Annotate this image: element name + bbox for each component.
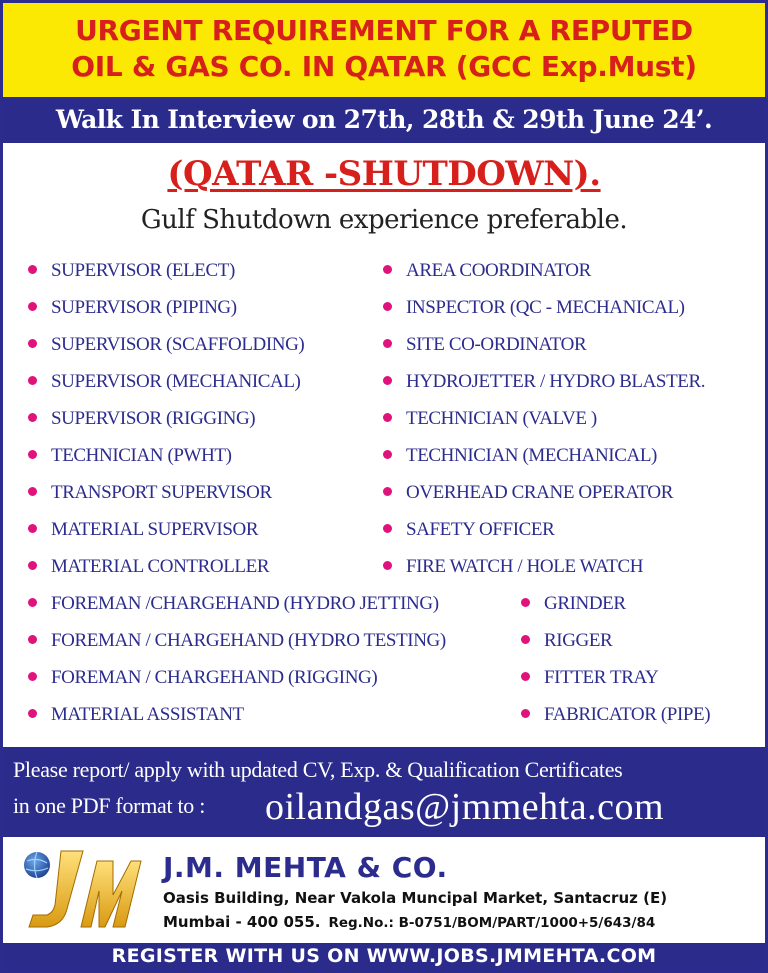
job-item: FABRICATOR (PIPE) (521, 702, 710, 728)
bullet-dot-icon (28, 265, 37, 274)
bullet-dot-icon (383, 487, 392, 496)
bullet-dot-icon (28, 413, 37, 422)
apply-banner (3, 747, 765, 837)
job-item: SUPERVISOR (ELECT) (28, 258, 235, 284)
job-item: FOREMAN /CHARGEHAND (HYDRO JETTING) (28, 591, 439, 617)
company-block (3, 837, 765, 943)
bullet-dot-icon (28, 524, 37, 533)
company-city: Mumbai - 400 055. (163, 913, 321, 931)
bullet-dot-icon (383, 561, 392, 570)
job-item: SAFETY OFFICER (383, 517, 554, 543)
bullet-dot-icon (521, 598, 530, 607)
bullet-dot-icon (28, 598, 37, 607)
job-item: TECHNICIAN (VALVE ) (383, 406, 597, 432)
bullet-dot-icon (28, 339, 37, 348)
job-item: TRANSPORT SUPERVISOR (28, 480, 272, 506)
bullet-dot-icon (521, 672, 530, 681)
bullet-dot-icon (28, 487, 37, 496)
apply-format: in one PDF format to : (13, 793, 206, 818)
walk-in-banner: Walk In Interview on 27th, 28th & 29th June 24’. (3, 97, 765, 143)
registration-number: Reg.No.: B-0751/BOM/PART/1000+5/643/84 (328, 915, 656, 931)
bullet-dot-icon (28, 709, 37, 718)
section-title-text: (QATAR -SHUTDOWN). (167, 154, 601, 194)
job-item: TECHNICIAN (MECHANICAL) (383, 443, 657, 469)
job-item: GRINDER (521, 591, 626, 617)
bullet-dot-icon (28, 302, 37, 311)
job-item: FITTER TRAY (521, 665, 658, 691)
company-address: Oasis Building, Near Vakola Muncipal Market, Santacruz (E) (163, 889, 668, 907)
apply-instructions: Please report/ apply with updated CV, Exp. & Qualification Certificates (13, 757, 623, 782)
job-item: RIGGER (521, 628, 612, 654)
job-item: SUPERVISOR (MECHANICAL) (28, 369, 301, 395)
job-item: SITE CO-ORDINATOR (383, 332, 586, 358)
header-line-1: URGENT REQUIREMENT FOR A REPUTED (75, 14, 693, 47)
company-city-line (163, 913, 655, 931)
job-item: TECHNICIAN (PWHT) (28, 443, 232, 469)
header-line-2: OIL & GAS CO. IN QATAR (GCC Exp.Must) (71, 50, 697, 83)
bullet-dot-icon (383, 265, 392, 274)
jm-logo-globe-icon (21, 847, 143, 933)
company-name: J.M. MEHTA & CO. (163, 851, 448, 884)
header-banner (3, 3, 765, 97)
job-item: SUPERVISOR (RIGGING) (28, 406, 255, 432)
section-title (3, 153, 765, 195)
apply-email-link[interactable]: oilandgas@jmmehta.com (265, 786, 665, 828)
bullet-dot-icon (383, 302, 392, 311)
job-item: FOREMAN / CHARGEHAND (HYDRO TESTING) (28, 628, 446, 654)
bullet-dot-icon (28, 450, 37, 459)
job-item: INSPECTOR (QC - MECHANICAL) (383, 295, 685, 321)
bullet-dot-icon (28, 635, 37, 644)
bullet-dot-icon (521, 709, 530, 718)
job-item: SUPERVISOR (SCAFFOLDING) (28, 332, 304, 358)
register-banner[interactable]: REGISTER WITH US ON WWW.JOBS.JMMEHTA.COM (3, 943, 765, 970)
bullet-dot-icon (28, 672, 37, 681)
bullet-dot-icon (383, 450, 392, 459)
bullet-dot-icon (383, 524, 392, 533)
bullet-dot-icon (521, 635, 530, 644)
job-item: MATERIAL SUPERVISOR (28, 517, 258, 543)
job-item: HYDROJETTER / HYDRO BLASTER. (383, 369, 705, 395)
job-item: FIRE WATCH / HOLE WATCH (383, 554, 643, 580)
bullet-dot-icon (383, 376, 392, 385)
bullet-dot-icon (383, 339, 392, 348)
job-list (3, 258, 765, 738)
job-item: OVERHEAD CRANE OPERATOR (383, 480, 673, 506)
job-item: MATERIAL CONTROLLER (28, 554, 269, 580)
job-item: MATERIAL ASSISTANT (28, 702, 244, 728)
bullet-dot-icon (383, 413, 392, 422)
bullet-dot-icon (28, 561, 37, 570)
bullet-dot-icon (28, 376, 37, 385)
job-item: AREA COORDINATOR (383, 258, 591, 284)
job-item: FOREMAN / CHARGEHAND (RIGGING) (28, 665, 377, 691)
subtitle: Gulf Shutdown experience preferable. (140, 205, 628, 235)
job-item: SUPERVISOR (PIPING) (28, 295, 237, 321)
